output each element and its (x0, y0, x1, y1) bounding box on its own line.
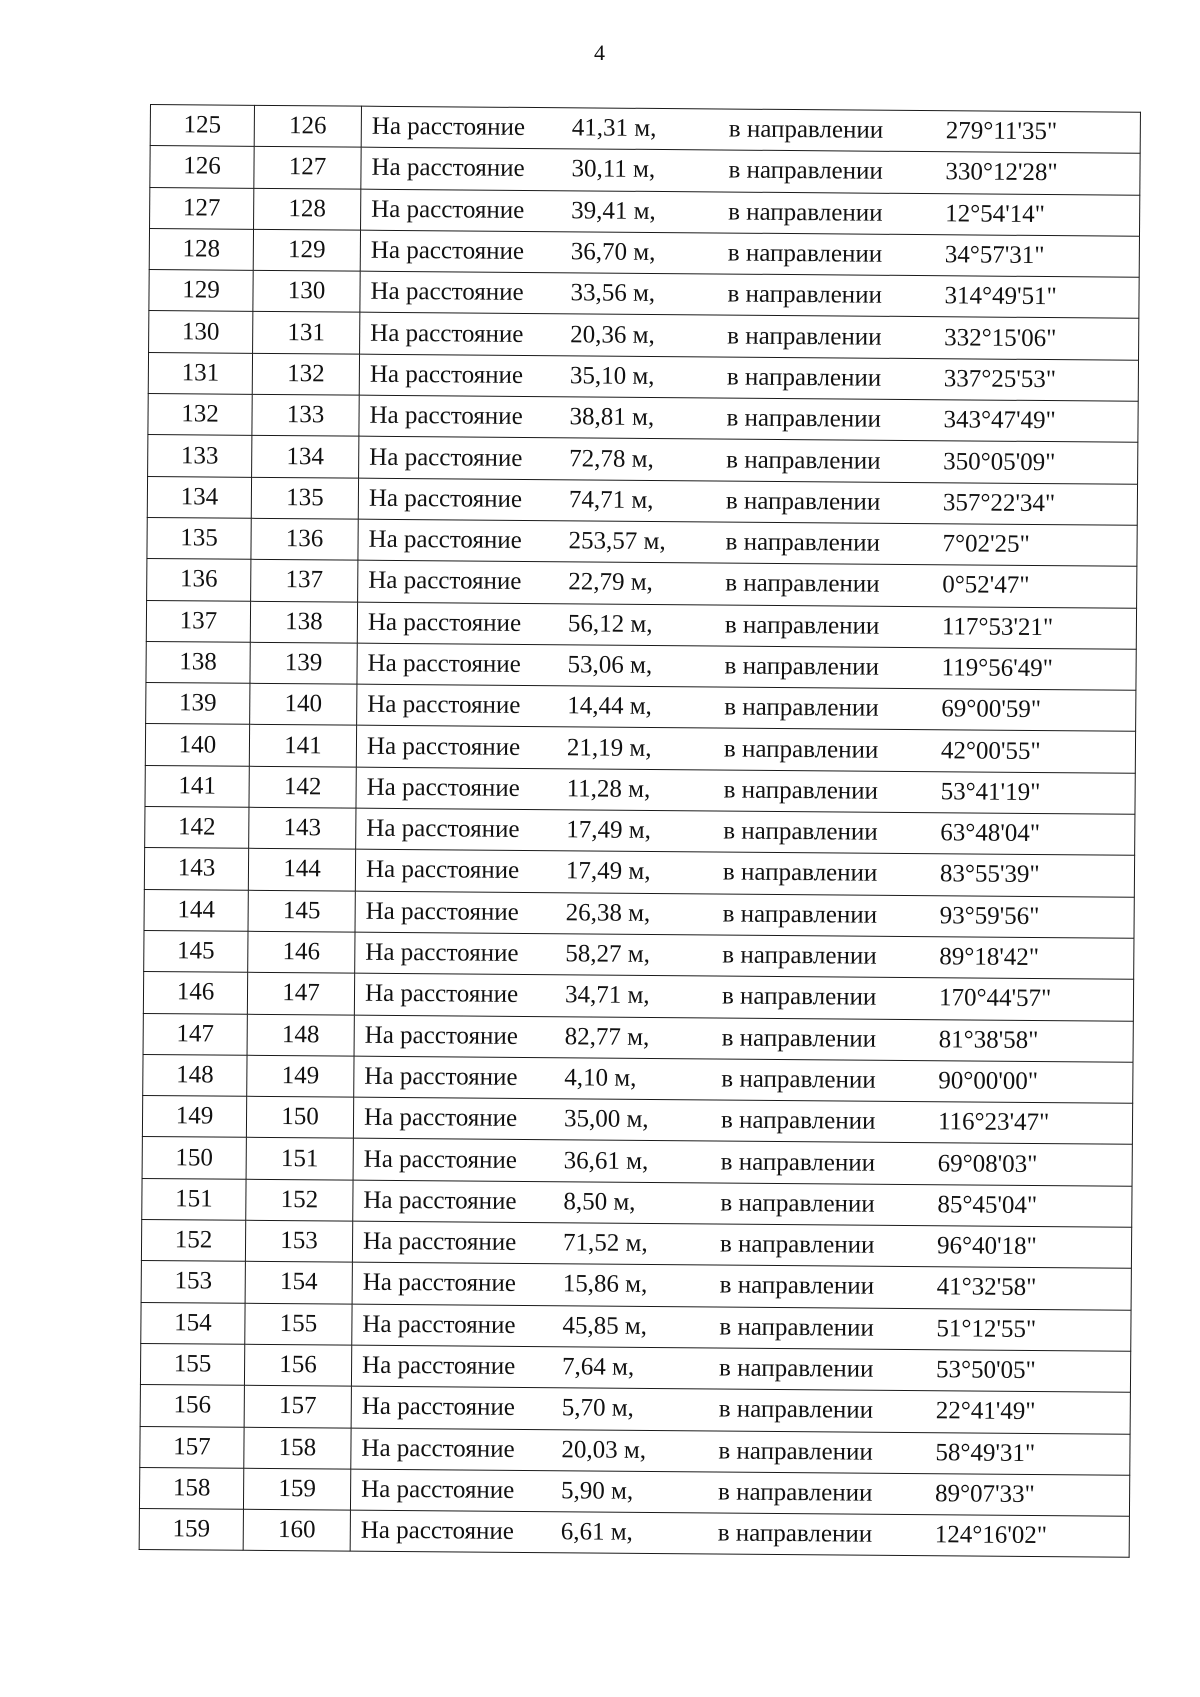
direction-label: в направлении (723, 817, 878, 846)
from-point-cell: 126 (150, 146, 254, 188)
distance-label: На расстояние (365, 897, 519, 926)
direction-angle: 337°25'53" (943, 365, 1057, 394)
distance-value: 6,61 м, (560, 1518, 633, 1547)
segment-description-cell (352, 1304, 1131, 1351)
to-point-cell: 149 (247, 1055, 354, 1097)
segment-description-cell (356, 808, 1135, 855)
distance-label: На расстояние (368, 484, 523, 513)
direction-angle: 93°59'56" (939, 902, 1040, 930)
direction-angle: 22°41'49" (935, 1397, 1036, 1426)
segment-description-cell (357, 643, 1136, 690)
distance-value: 56,12 м, (567, 610, 653, 638)
direction-angle: 34°57'31" (944, 241, 1045, 270)
distance-value: 11,28 м, (566, 775, 651, 803)
distance-value: 39,41 м, (571, 197, 656, 225)
segment-description-cell (351, 1386, 1130, 1433)
direction-label: в направлении (727, 322, 882, 351)
to-point-cell: 160 (243, 1509, 350, 1551)
distance-value: 72,78 м, (569, 444, 654, 473)
direction-label: в направлении (726, 363, 882, 392)
to-point-cell: 146 (248, 931, 355, 973)
segment-description-cell (361, 147, 1140, 194)
direction-angle: 51°12'55" (936, 1314, 1037, 1343)
from-point-cell: 128 (149, 228, 253, 270)
to-point-cell: 156 (244, 1344, 351, 1386)
distance-value: 5,90 м, (561, 1477, 634, 1505)
from-point-cell: 136 (147, 559, 251, 601)
to-point-cell: 147 (247, 973, 354, 1015)
from-point-cell: 151 (142, 1178, 246, 1220)
from-point-cell: 127 (150, 187, 254, 229)
boundary-table (139, 104, 1141, 1558)
distance-value: 5,70 м, (561, 1394, 634, 1423)
direction-label: в направлении (725, 569, 880, 599)
distance-label: На расстояние (363, 1186, 517, 1215)
direction-angle: 90°00'00" (938, 1067, 1039, 1095)
direction-angle: 116°23'47" (937, 1108, 1050, 1137)
distance-label: На расстояние (363, 1145, 517, 1174)
from-point-cell: 130 (149, 311, 253, 353)
direction-label: в направлении (721, 1065, 876, 1094)
direction-label: в направлении (718, 1437, 873, 1466)
distance-label: На расстояние (370, 278, 524, 307)
to-point-cell: 157 (244, 1385, 351, 1427)
direction-label: в направлении (727, 280, 882, 310)
segment-description-cell (360, 271, 1139, 318)
direction-label: в направлении (722, 941, 877, 970)
direction-angle: 357°22'34" (942, 489, 1056, 517)
direction-label: в направлении (721, 982, 877, 1012)
from-point-cell: 134 (147, 476, 251, 518)
distance-label: На расстояние (366, 814, 520, 844)
to-point-cell: 138 (250, 601, 357, 643)
to-point-cell: 140 (250, 683, 357, 725)
from-point-cell: 138 (146, 641, 250, 683)
to-point-cell: 142 (249, 766, 356, 808)
distance-label: На расстояние (369, 360, 524, 389)
direction-label: в направлении (725, 487, 881, 516)
from-point-cell: 150 (142, 1137, 246, 1179)
direction-label: в направлении (720, 1148, 876, 1177)
to-point-cell: 136 (251, 518, 358, 560)
direction-label: в направлении (718, 1354, 874, 1383)
segment-description-cell (352, 1221, 1131, 1268)
direction-angle: 119°56'49" (941, 654, 1053, 683)
distance-value: 253,57 м, (568, 527, 666, 556)
distance-value: 41,31 м, (571, 114, 657, 143)
distance-label: На расстояние (366, 732, 521, 761)
direction-angle: 42°00'55" (940, 736, 1041, 765)
distance-label: На расстояние (361, 1434, 515, 1463)
to-point-cell: 152 (246, 1179, 353, 1221)
to-point-cell: 150 (246, 1096, 353, 1138)
from-point-cell: 137 (146, 600, 250, 642)
distance-label: На расстояние (367, 608, 522, 637)
direction-angle: 332°15'06" (944, 323, 1057, 352)
distance-value: 20,36 м, (570, 320, 655, 349)
to-point-cell: 126 (254, 105, 361, 147)
to-point-cell: 133 (252, 394, 359, 436)
distance-label: На расстояние (371, 195, 525, 224)
direction-label: в направлении (718, 1478, 873, 1507)
from-point-cell: 157 (140, 1426, 244, 1468)
direction-angle: 58°49'31" (935, 1438, 1036, 1467)
distance-value: 26,38 м, (565, 899, 651, 927)
to-point-cell: 132 (252, 353, 359, 395)
direction-label: в направлении (726, 404, 882, 433)
segment-description-cell (354, 1015, 1133, 1062)
direction-angle: 343°47'49" (943, 406, 1056, 435)
direction-angle: 330°12'28" (945, 158, 1058, 187)
segment-description-cell (353, 1097, 1132, 1144)
direction-label: в направлении (722, 859, 878, 888)
from-point-cell: 141 (145, 765, 249, 807)
direction-angle: 124°16'02" (934, 1521, 1048, 1550)
to-point-cell: 129 (253, 229, 360, 271)
distance-value: 17,49 м, (565, 857, 651, 886)
from-point-cell: 147 (143, 1013, 247, 1055)
from-point-cell: 144 (144, 889, 248, 931)
distance-value: 30,11 м, (571, 155, 656, 184)
to-point-cell: 155 (245, 1303, 352, 1345)
direction-label: в направлении (719, 1313, 874, 1342)
segment-description-cell (351, 1428, 1130, 1475)
direction-label: в направлении (719, 1230, 875, 1259)
distance-value: 82,77 м, (564, 1022, 650, 1051)
from-point-cell: 148 (143, 1054, 247, 1096)
direction-angle: 69°00'59" (941, 695, 1042, 724)
from-point-cell: 158 (139, 1467, 243, 1509)
direction-label: в направлении (720, 1106, 876, 1135)
distance-label: На расстояние (368, 567, 522, 596)
from-point-cell: 154 (141, 1302, 245, 1344)
direction-label: в направлении (719, 1271, 875, 1301)
distance-value: 58,27 м, (565, 940, 651, 969)
segment-description-cell (358, 519, 1137, 566)
segment-description-cell (357, 602, 1136, 649)
distance-label: На расстояние (364, 1021, 518, 1050)
direction-angle: 53°41'19" (940, 778, 1041, 806)
distance-value: 36,70 м, (570, 238, 656, 267)
direction-angle: 63°48'04" (940, 819, 1041, 848)
from-point-cell: 133 (148, 435, 252, 477)
segment-description-cell (361, 189, 1140, 236)
direction-label: в направлении (720, 1189, 875, 1218)
distance-value: 71,52 м, (562, 1229, 648, 1258)
segment-description-cell (350, 1469, 1129, 1516)
segment-description-cell (360, 230, 1139, 277)
segment-description-cell (357, 684, 1136, 731)
direction-label: в направлении (718, 1395, 874, 1425)
direction-angle: 12°54'14" (945, 199, 1045, 228)
direction-angle: 7°02'25" (942, 530, 1030, 559)
from-point-cell: 135 (147, 517, 251, 559)
distance-value: 22,79 м, (568, 568, 653, 597)
segment-description-cell (361, 106, 1140, 153)
distance-value: 38,81 м, (569, 403, 655, 432)
from-point-cell: 132 (148, 394, 252, 436)
segment-description-cell (354, 973, 1133, 1020)
from-point-cell: 142 (145, 807, 249, 849)
distance-value: 36,61 м, (563, 1146, 649, 1175)
direction-label: в направлении (723, 735, 879, 764)
distance-value: 8,50 м, (563, 1188, 636, 1216)
segment-description-cell (358, 478, 1137, 525)
direction-angle: 89°18'42" (939, 943, 1040, 972)
direction-angle: 279°11'35" (945, 117, 1058, 146)
direction-label: в направлении (724, 693, 879, 723)
distance-value: 74,71 м, (568, 486, 654, 514)
direction-label: в направлении (728, 198, 883, 227)
direction-label: в направлении (728, 156, 883, 186)
boundary-table-container (139, 104, 1140, 1558)
distance-value: 15,86 м, (562, 1270, 648, 1299)
distance-label: На расстояние (362, 1227, 517, 1257)
boundary-table-body (139, 105, 1140, 1558)
segment-description-cell (351, 1345, 1130, 1392)
distance-value: 34,71 м, (564, 981, 650, 1010)
from-point-cell: 155 (140, 1343, 244, 1385)
distance-label: На расстояние (369, 443, 523, 472)
direction-angle: 117°53'21" (941, 612, 1054, 641)
direction-label: в направлении (726, 446, 881, 475)
distance-value: 14,44 м, (567, 692, 652, 721)
distance-value: 20,03 м, (561, 1435, 647, 1464)
segment-description-cell (360, 313, 1139, 360)
distance-value: 4,10 м, (564, 1064, 637, 1092)
distance-label: На расстояние (369, 401, 523, 431)
direction-label: в направлении (723, 776, 879, 805)
to-point-cell: 130 (253, 271, 360, 313)
direction-label: в направлении (728, 115, 884, 144)
direction-label: в направлении (721, 1024, 877, 1053)
to-point-cell: 139 (250, 642, 357, 684)
direction-label: в направлении (725, 528, 881, 557)
segment-description-cell (358, 560, 1137, 607)
distance-value: 45,85 м, (562, 1312, 648, 1340)
segment-description-cell (352, 1262, 1131, 1309)
segment-description-cell (354, 1056, 1133, 1103)
segment-description-cell (353, 1180, 1132, 1227)
direction-angle: 41°32'58" (936, 1273, 1037, 1302)
distance-label: На расстояние (367, 649, 521, 678)
direction-angle: 350°05'09" (943, 447, 1056, 476)
to-point-cell: 144 (248, 849, 355, 891)
distance-label: На расстояние (364, 980, 519, 1009)
to-point-cell: 158 (244, 1427, 351, 1469)
to-point-cell: 148 (247, 1014, 354, 1056)
from-point-cell: 145 (144, 930, 248, 972)
to-point-cell: 153 (245, 1220, 352, 1262)
direction-label: в направлении (727, 239, 883, 268)
segment-description-cell (355, 932, 1134, 979)
to-point-cell: 137 (251, 560, 358, 602)
segment-description-cell (355, 891, 1134, 938)
distance-label: На расстояние (365, 856, 520, 885)
segment-description-cell (359, 395, 1138, 442)
direction-angle: 170°44'57" (938, 984, 1052, 1013)
distance-value: 21,19 м, (566, 733, 652, 762)
segment-description-cell (356, 767, 1135, 814)
direction-angle: 96°40'18" (936, 1232, 1037, 1261)
direction-label: в направлении (717, 1519, 873, 1548)
from-point-cell: 152 (141, 1219, 245, 1261)
to-point-cell: 135 (251, 477, 358, 519)
from-point-cell: 153 (141, 1261, 245, 1303)
segment-description-cell (355, 849, 1134, 896)
to-point-cell: 128 (254, 188, 361, 230)
from-point-cell: 156 (140, 1385, 244, 1427)
distance-label: На расстояние (361, 1351, 516, 1380)
from-point-cell: 131 (148, 352, 252, 394)
distance-label: На расстояние (367, 691, 521, 720)
from-point-cell: 149 (142, 1096, 246, 1138)
direction-angle: 0°52'47" (942, 571, 1030, 600)
distance-value: 33,56 м, (570, 279, 656, 308)
distance-label: На расстояние (364, 1062, 518, 1091)
distance-label: На расстояние (368, 525, 522, 555)
distance-label: На расстояние (361, 1475, 515, 1504)
to-point-cell: 145 (248, 890, 355, 932)
from-point-cell: 146 (143, 972, 247, 1014)
direction-angle: 89°07'33" (935, 1480, 1035, 1508)
to-point-cell: 134 (252, 436, 359, 478)
from-point-cell: 143 (144, 848, 248, 890)
from-point-cell: 139 (146, 683, 250, 725)
direction-label: в направлении (724, 611, 880, 640)
distance-label: На расстояние (370, 236, 525, 265)
to-point-cell: 143 (249, 807, 356, 849)
distance-label: На расстояние (361, 1393, 516, 1422)
distance-value: 35,00 м, (563, 1105, 649, 1134)
distance-label: На расстояние (370, 319, 524, 348)
to-point-cell: 159 (243, 1468, 350, 1510)
direction-angle: 85°45'04" (937, 1191, 1038, 1219)
distance-value: 17,49 м, (566, 816, 651, 845)
direction-angle: 81°38'58" (938, 1025, 1039, 1054)
to-point-cell: 151 (246, 1138, 353, 1180)
distance-label: На расстояние (362, 1310, 516, 1339)
distance-label: На расстояние (363, 1103, 518, 1133)
distance-label: На расстояние (366, 773, 520, 802)
segment-description-cell (353, 1139, 1132, 1186)
to-point-cell: 141 (249, 725, 356, 767)
distance-value: 7,64 м, (561, 1353, 635, 1381)
table-row (139, 1509, 1129, 1558)
distance-label: На расстояние (371, 154, 525, 183)
segment-description-cell (359, 354, 1138, 401)
distance-label: На расстояние (371, 112, 526, 142)
to-point-cell: 127 (254, 147, 361, 189)
direction-angle: 83°55'39" (939, 860, 1040, 889)
segment-description-cell (356, 726, 1135, 773)
segment-description-cell (350, 1510, 1129, 1557)
distance-value: 35,10 м, (569, 362, 655, 390)
distance-label: На расстояние (365, 938, 519, 967)
direction-angle: 314°49'51" (944, 282, 1057, 311)
from-point-cell: 129 (149, 270, 253, 312)
distance-value: 53,06 м, (567, 651, 653, 679)
distance-label: На расстояние (360, 1516, 515, 1546)
distance-label: На расстояние (362, 1269, 517, 1298)
from-point-cell: 159 (139, 1509, 243, 1551)
direction-label: в направлении (722, 900, 878, 929)
direction-angle: 69°08'03" (937, 1149, 1038, 1178)
to-point-cell: 131 (253, 312, 360, 354)
segment-description-cell (359, 437, 1138, 484)
to-point-cell: 154 (245, 1262, 352, 1304)
page-number: 4 (594, 40, 606, 65)
from-point-cell: 140 (145, 724, 249, 766)
direction-angle: 53°50'05" (935, 1356, 1036, 1385)
from-point-cell: 125 (150, 105, 254, 147)
direction-label: в направлении (724, 652, 880, 681)
